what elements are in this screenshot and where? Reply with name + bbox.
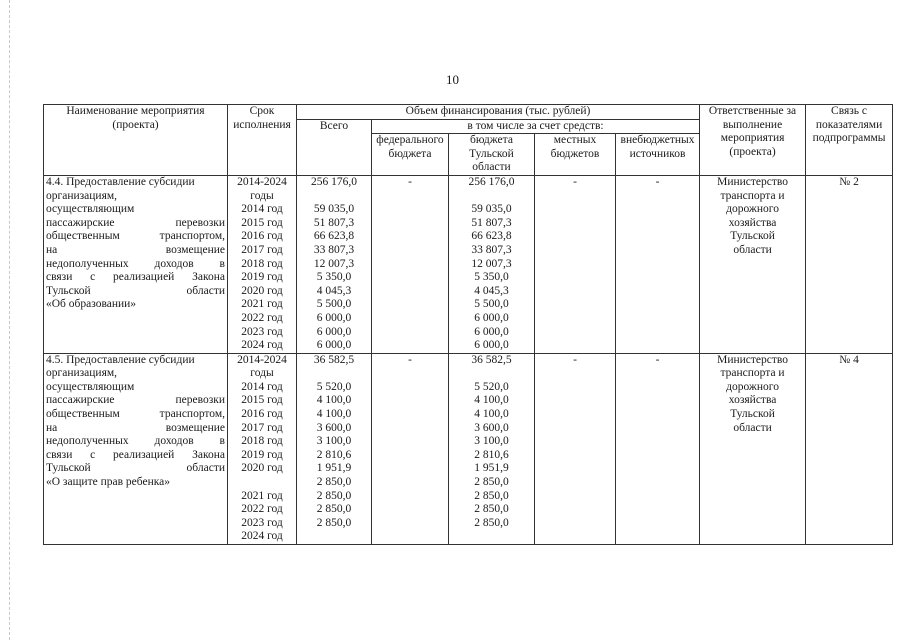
header-link: Связь с показателями подпрограммы [806,105,893,176]
local-cell: - [535,175,616,353]
measure-name-line: на возмещение [46,243,225,256]
regional-value: 5 350,0 [474,271,509,284]
responsible-line: хозяйства [728,394,777,407]
period-line: 2014-2024 [237,353,287,366]
total-value [299,530,369,544]
regional-value: 51 807,3 [471,216,512,229]
total-value: 33 807,3 [313,243,355,256]
regional-cell [449,353,535,544]
header-name: Наименование мероприятия (проекта) [44,105,228,176]
total-value: 6 000,0 [316,311,352,324]
regional-value: 2 850,0 [474,503,509,516]
period-line: 2020 год [241,462,283,475]
period-line: 2015 год [241,394,283,407]
period-line: 2017 год [241,421,283,434]
regional-value: 66 623,8 [471,230,512,243]
regional-value: 3 100,0 [474,435,509,448]
measure-name-line: Тульской области [46,284,225,297]
regional-value: 3 600,0 [474,421,509,434]
period-line: 2014 год [241,380,283,393]
total-value [299,190,369,204]
measure-name-line: Тульской области [46,462,225,475]
regional-value: 5 500,0 [474,298,509,311]
table-body [44,175,893,544]
total-value: 5 520,0 [316,380,352,393]
regional-value: 4 045,3 [474,284,509,297]
period-line: 2023 год [241,325,283,338]
period-line: 2014 год [241,203,283,216]
responsible-line: Министерство [717,353,788,366]
period-cell [228,175,297,353]
measure-name-line: пассажирские перевозки [46,216,225,229]
period-line: 2022 год [241,311,283,324]
responsible-line: Министерство [717,175,788,188]
period-line: 2015 год [241,216,283,229]
regional-value: 1 951,9 [474,462,509,475]
table-row [44,175,893,353]
total-value: 2 850,0 [316,476,352,489]
measure-name-line: 4.5. Предоставление субсидии [46,353,195,366]
measure-name-line: организациям, [46,189,118,202]
measure-name-line: организациям, [46,367,118,380]
total-value: 4 100,0 [316,408,352,421]
responsible-cell [700,175,806,353]
page-number: 10 [446,72,459,87]
period-line: 2019 год [241,271,283,284]
measure-name-line: общественным транспортом, [46,230,225,243]
measure-name-line: общественным транспортом, [46,408,225,421]
responsible-line: Тульской [730,408,775,421]
total-value: 12 007,3 [313,257,355,270]
period-line: 2014-2024 [237,175,287,188]
regional-value: 6 000,0 [474,325,509,338]
responsible-line: транспорта и [720,189,785,202]
period-line: 2018 год [241,435,283,448]
regional-value: 36 582,5 [471,353,512,366]
total-value: 59 035,0 [313,203,355,216]
measure-name-line: недополученных доходов в [46,257,225,270]
period-line: 2019 год [241,448,283,461]
regional-value: 59 035,0 [471,203,512,216]
regional-value: 2 810,6 [474,448,509,461]
period-line: 2022 год [241,503,283,516]
header-including: в том числе за счет средств: [372,119,700,134]
measure-name-line: недополученных доходов в [46,435,225,448]
total-value: 2 850,0 [316,489,352,502]
total-value: 66 623,8 [313,230,355,243]
total-value: 6 000,0 [316,339,352,352]
responsible-line: хозяйства [728,216,777,229]
regional-value: 2 850,0 [474,476,509,489]
period-line: 2016 год [241,408,283,421]
period-cell [228,353,297,544]
responsible-line: области [733,421,772,434]
total-value: 51 807,3 [313,216,355,229]
total-value [299,367,369,381]
measure-name-cell [44,353,228,544]
period-line: годы [250,367,274,380]
header-row-1 [44,105,893,120]
link-cell: № 2 [806,175,893,353]
responsible-line: дорожного [726,380,779,393]
header-regional: бюджета Тульской области [449,134,535,176]
header-local: местных бюджетов [535,134,616,176]
table-row [44,353,893,544]
measure-name-line: осуществляющим [46,203,135,216]
regional-value: 12 007,3 [471,257,512,270]
total-value: 2 850,0 [316,516,352,529]
regional-value: 2 850,0 [474,489,509,502]
period-line: 2020 год [241,284,283,297]
total-value: 4 045,3 [316,284,352,297]
measure-name-line: «Об образовании» [46,298,137,311]
regional-value: 2 850,0 [474,516,509,529]
responsible-cell [700,353,806,544]
header-funding: Объем финансирования (тыс. рублей) [297,105,700,120]
extra-cell: - [616,353,700,544]
period-line: 2021 год [241,298,283,311]
period-line: 2017 год [241,243,283,256]
total-cell [297,353,372,544]
total-value: 2 850,0 [316,503,352,516]
total-value: 3 100,0 [316,435,352,448]
regional-value: 6 000,0 [474,339,509,352]
responsible-line: области [733,243,772,256]
header-federal: федерального бюджета [372,134,449,176]
total-cell [297,175,372,353]
header-total: Всего [297,119,372,175]
link-cell: № 4 [806,353,893,544]
total-value: 1 951,9 [316,462,352,475]
regional-value: 6 000,0 [474,311,509,324]
page-edge-guide [9,0,10,640]
total-value: 5 500,0 [316,298,352,311]
total-value: 3 600,0 [316,421,352,434]
period-line: 2021 год [241,489,283,502]
total-value: 5 350,0 [316,271,352,284]
measure-name-line: «О защите прав ребенка» [46,476,170,489]
total-value: 36 582,5 [313,353,355,366]
total-value: 4 100,0 [316,394,352,407]
regional-cell [449,175,535,353]
period-line: 2016 год [241,230,283,243]
regional-value [451,190,532,204]
responsible-line: дорожного [726,203,779,216]
header-responsible: Ответственные за выполнение мероприятия (проекта) [700,105,806,176]
federal-cell: - [372,175,449,353]
header-period: Срок исполнения [228,105,297,176]
regional-value [451,367,532,381]
measure-name-line: связи с реализацией Закона [46,271,225,284]
measure-name-line: связи с реализацией Закона [46,448,225,461]
period-line: 2018 год [241,257,283,270]
regional-value: 33 807,3 [471,243,512,256]
regional-value: 4 100,0 [474,408,509,421]
funding-table [43,104,893,545]
measure-name-line: на возмещение [46,421,225,434]
measure-name-cell [44,175,228,353]
period-line [230,476,294,490]
total-value: 2 810,6 [316,448,352,461]
header-extra: внебюджетных источников [616,134,700,176]
regional-value [451,530,532,544]
measure-name-line: осуществляющим [46,380,135,393]
period-line: 2023 год [241,516,283,529]
federal-cell: - [372,353,449,544]
total-value: 256 176,0 [311,175,357,188]
measure-name-line: пассажирские перевозки [46,394,225,407]
regional-value: 4 100,0 [474,394,509,407]
local-cell: - [535,353,616,544]
period-line: 2024 год [241,339,283,352]
regional-value: 5 520,0 [474,380,509,393]
responsible-line: транспорта и [720,367,785,380]
regional-value: 256 176,0 [468,175,515,188]
measure-name-line: 4.4. Предоставление субсидии [46,175,195,188]
period-line: годы [250,189,274,202]
extra-cell: - [616,175,700,353]
total-value: 6 000,0 [316,325,352,338]
responsible-line: Тульской [730,230,775,243]
period-line: 2024 год [241,530,283,543]
